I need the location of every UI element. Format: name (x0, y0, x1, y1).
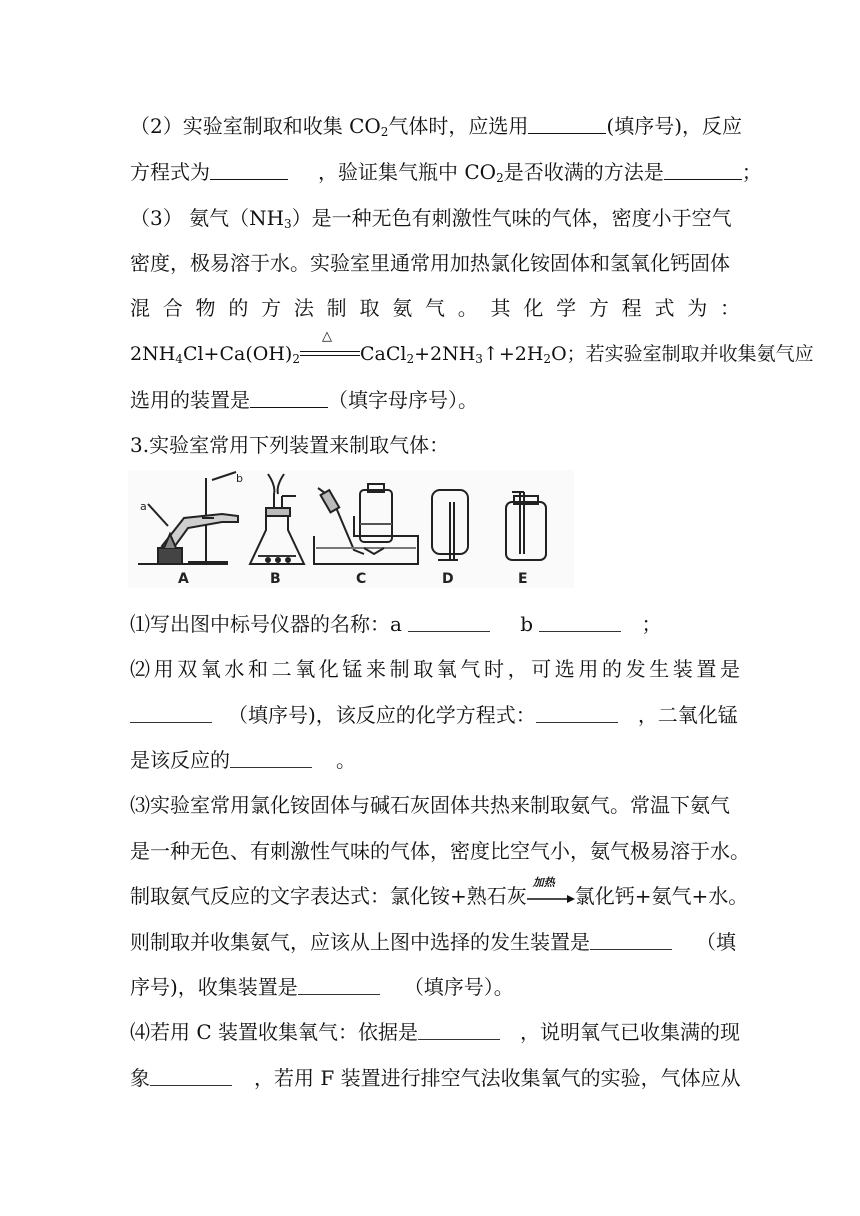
p3-line-3 (130, 876, 749, 913)
q2-text: 是否收满的方法是 (503, 160, 664, 184)
p3-line-2: 是一种无色、有刺激性气味的气体，密度比空气小，氨气极易溶于水。 (130, 839, 750, 863)
p4-text: 象 (130, 1066, 150, 1090)
label-a: a (140, 500, 147, 513)
p3-line-5 (130, 970, 740, 1004)
p1-text: ⑴写出图中标号仪器的名称：a (130, 612, 409, 636)
formula: ↑+2H (482, 343, 544, 365)
q2-line-2 (130, 155, 762, 189)
label-b: b (236, 472, 243, 485)
p3-text: （填 (696, 930, 736, 954)
p2-line-3 (130, 743, 740, 777)
subscript: 2 (292, 352, 300, 366)
triangle-symbol: △ (321, 329, 332, 344)
answer-blank[interactable] (408, 613, 490, 632)
q3-line-3: 混合物的方法制取氨气。其化学方程式为： (130, 296, 740, 320)
subscript: 2 (543, 352, 552, 366)
answer-blank[interactable] (664, 161, 742, 180)
q3-text: ）是一种无色有刺激性气味的气体，密度小于空气 (291, 206, 732, 230)
p1-text: b (520, 612, 540, 636)
answer-blank[interactable] (528, 115, 606, 134)
p2-text: （填序号)，该反应的化学方程式： (228, 703, 536, 727)
q3-line-2: 密度，极易溶于水。实验室里通常用加热氯化铵固体和氢氧化钙固体 (130, 251, 730, 275)
heat-label: 加热 (532, 876, 555, 889)
q2-text: 方程式为 (130, 160, 210, 184)
label-B: B (270, 571, 281, 587)
formula: +2NH (414, 343, 476, 365)
p3-text: 则制取并收集氨气，应该从上图中选择的发生装置是 (130, 930, 590, 954)
answer-blank[interactable] (250, 389, 328, 408)
p3-text: 氯化钙+氨气+水。 (574, 884, 749, 908)
subscript: 2 (380, 125, 389, 139)
answer-blank[interactable] (230, 749, 312, 768)
q2-text: ，验证集气瓶中 CO (318, 160, 497, 184)
q2-text: ； (741, 160, 762, 184)
q3-equation-line (130, 329, 814, 371)
p4-text: ⑷若用 C 装置收集氧气：依据是 (130, 1020, 419, 1044)
p2-line-1: ⑵用双氧水和二氧化锰来制取氧气时，可选用的发生装置是 (130, 657, 740, 681)
answer-blank[interactable] (418, 1021, 500, 1040)
p4-text: ，若用 F 装置进行排空气法收集氧气的实验，气体应从 (254, 1066, 741, 1090)
lab-apparatus-figure (128, 470, 574, 588)
q2-line-1 (130, 109, 743, 143)
p4-line-2 (130, 1061, 740, 1095)
formula: O；若实验室制取并收集氨气应 (551, 343, 814, 365)
answer-blank[interactable] (298, 976, 380, 995)
label-D: D (442, 571, 454, 587)
p3-line-1: ⑶实验室常用氯化铵固体与碱石灰固体共热来制取氨气。常温下氨气 (130, 793, 730, 817)
answer-blank[interactable] (210, 161, 288, 180)
q2-text: （2）实验室制取和收集 CO (130, 114, 381, 138)
q3-text: 选用的装置是 (130, 388, 250, 412)
p4-text: ，说明氧气已收集满的现 (520, 1020, 741, 1044)
problem3-title: 3.实验室常用下列装置来制取气体： (130, 433, 450, 457)
answer-blank[interactable] (536, 704, 618, 723)
subscript: 2 (496, 171, 504, 185)
q2-text: 气体时，应选用 (388, 114, 529, 138)
subscript: 3 (284, 217, 292, 231)
p2-text: ，二氧化锰 (637, 703, 738, 727)
q3-line-5 (130, 383, 740, 417)
p3-line-4 (130, 925, 740, 959)
p2-text: 是该反应的 (130, 748, 230, 772)
q2-text: (填序号)，反应 (606, 114, 743, 138)
subscript: 2 (406, 352, 415, 366)
answer-blank[interactable] (130, 704, 212, 723)
subscript: 4 (175, 352, 183, 366)
subscript: 3 (475, 352, 483, 366)
p3-text: 制取氨气反应的文字表达式：氯化铵+熟石灰 (130, 884, 527, 908)
p1-line (130, 607, 740, 641)
answer-blank[interactable] (539, 613, 621, 632)
formula: 2NH (130, 343, 176, 365)
heating-condition-sign (300, 329, 360, 362)
heating-arrow (527, 876, 575, 905)
formula: CaCl (359, 343, 407, 365)
answer-blank[interactable] (590, 931, 672, 950)
q3-text: （3） 氨气（NH (130, 206, 285, 230)
label-E: E (518, 571, 528, 587)
p4-line-1 (130, 1015, 740, 1049)
formula: Cl+Ca(OH) (182, 343, 293, 365)
label-A: A (178, 571, 189, 587)
p2-line-2 (130, 698, 740, 732)
p2-text: 。 (336, 748, 356, 772)
answer-blank[interactable] (150, 1067, 232, 1086)
p3-text: 序号)，收集装置是 (130, 975, 298, 999)
q3-line-1 (130, 201, 740, 235)
p3-text: （填序号）。 (403, 975, 514, 999)
q3-text: （填字母序号）。 (328, 388, 478, 412)
p1-text: ； (641, 612, 662, 636)
label-C: C (356, 571, 367, 587)
